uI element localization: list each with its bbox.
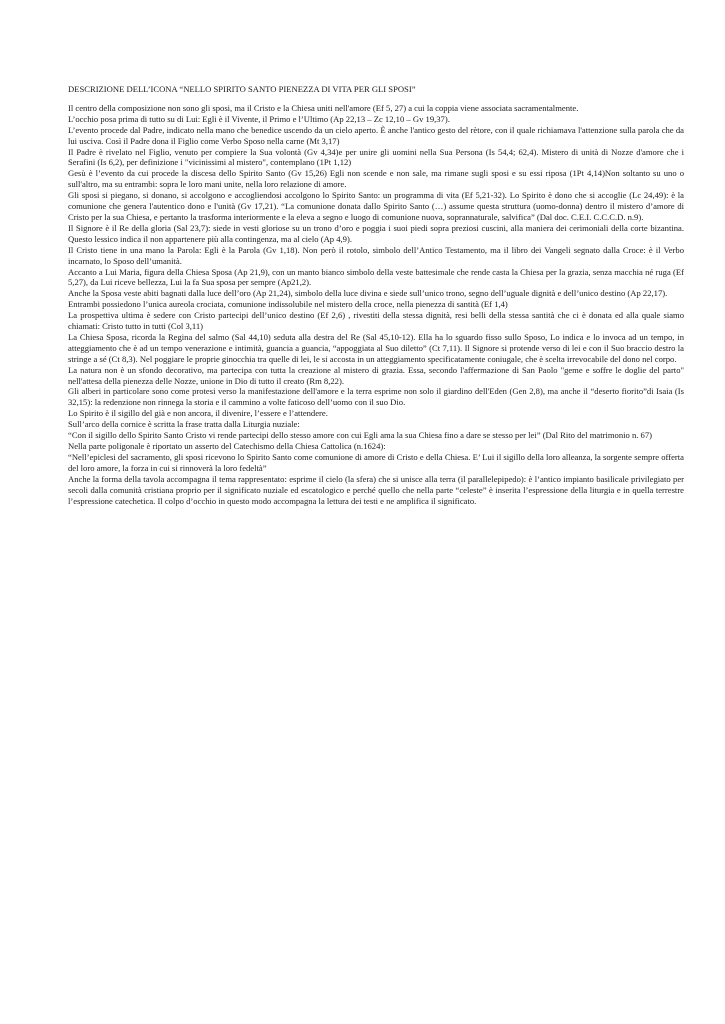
paragraph: Anche la forma della tavola accompagna il tema rappresentato: esprime il cielo (la sfera) che si unisce alla terra (il parallelepipedo): è l’antico impianto basilicale privilegiato per secoli dalla comunità cristiana proprio per il significato nuziale ed escatologico e perché quello che nella parte “celeste” è inserita l’espressione della liturgia e in quella terrestre l’espressione catechetica. Il colpo d’occhio in questo modo accompagna la lettura dei testi e ne amplifica il significato. — [68, 473, 684, 506]
paragraph: Lo Spirito è il sigillo del già e non ancora, il divenire, l’essere e l’attendere. — [68, 408, 328, 419]
paragraph: “Con il sigillo dello Spirito Santo Cristo vi rende partecipi dello stesso amore con cui Egli ama la sua Chiesa fino a dare se stesso per lei” (Dal Rito del matrimonio n. 67) — [68, 430, 653, 441]
paragraph: La Chiesa Sposa, ricorda la Regina del salmo (Sal 44,10) seduta alla destra del Re (Sal 45,10-12). Ella ha lo sguardo fisso sullo Sposo, Lo indica e lo invoca ad un tempo, in atteggiamento che è ad un tempo venerazione e intimità, guancia a guancia, “appoggiata al Suo diletto” (Ct 7,11). Il Signore si protende verso di lei e con il Suo braccio destro la stringe a sé (Ct 8,3). Nel poggiare le proprie ginocchia tra quelle di lei, le si accosta in un atteggiamento specificatamente coniugale, che è scelta irrevocabile del dono nel corpo. — [68, 331, 684, 364]
paragraph: Il Padre è rivelato nel Figlio, venuto per compiere la Sua volontà (Gv 4,34)e per unire gli uomini nella Sua Persona (Is 54,4; 62,4). Mistero di unità di Nozze d'amore che i Serafini (Is 6,2), per definizione i "vicinissimi al mistero", contemplano (1Pt 1,12) — [68, 146, 684, 168]
paragraph: Il centro della composizione non sono gli sposi, ma il Cristo e la Chiesa uniti nell'amore (Ef 5, 27) a cui la coppia viene associata sacramentalmente. — [68, 102, 579, 113]
paragraph: L’evento procede dal Padre, indicato nella mano che benedice uscendo da un cielo aperto. È anche l'antico gesto del rètore, con il quale richiamava l'attenzione sulla parola che da lui usciva. Così il Padre dona il Figlio come Verbo Sposo nella carne (Mt 3,17) — [68, 124, 684, 146]
paragraph: Entrambi possiedono l’unica aureola crociata, comunione indissolubile nel mistero della croce, nella pienezza di santità (Ef 1,4) — [68, 299, 508, 310]
paragraph: Il Cristo tiene in una mano la Parola: Egli è la Parola (Gv 1,18). Non però il rotolo, simbolo dell’Antico Testamento, ma il libro dei Vangeli segnato dalla Croce: è il Verbo incarnato, lo Sposo dell’umanità. — [68, 244, 684, 266]
paragraph: La natura non è un sfondo decorativo, ma partecipa con tutta la creazione al mistero di grazia. Essa, secondo l'affermazione di San Paolo "geme e soffre le doglie del parto" nell'attesa della pienezza delle Nozze, unione in Dio di tutto il creato (Rm 8,22). — [68, 364, 684, 386]
paragraph: La prospettiva ultima è sedere con Cristo partecipi dell’unico destino (Ef 2,6) , rivestiti della stessa dignità, resi belli della stessa santità che ci è donata ed alla quale siamo chiamati: Cristo tutto in tutti (Col 3,11) — [68, 310, 684, 332]
document-title: DESCRIZIONE DELL’ICONA “NELLO SPIRITO SANTO PIENEZZA DI VITA PER GLI SPOSI” — [68, 84, 416, 94]
paragraph: Gli alberi in particolare sono come protesi verso la manifestazione dell'amore e la terra esprime non solo il giardino dell'Eden (Gen 2,8), ma anche il “deserto fiorito”di Isaia (Is 32,15): la redenzione non rinnega la storia e il cammino a volte faticoso dell’uomo con il suo Dio. — [68, 386, 684, 408]
paragraph: Sull’arco della cornice è scritta la frase tratta dalla Liturgia nuziale: — [68, 419, 300, 430]
paragraph: Accanto a Lui Maria, figura della Chiesa Sposa (Ap 21,9), con un manto bianco simbolo della veste battesimale che rende casta la Chiesa per la grazia, senza macchia né ruga (Ef 5,27), da Lui riceve bellezza, Lui la fa Sua sposa per sempre (Ap21,2). — [68, 266, 684, 288]
paragraph: L’occhio posa prima di tutto su di Lui: Egli è il Vivente, il Primo e l’Ultimo (Ap 22,13 – Zc 12,10 – Gv 19,37). — [68, 113, 450, 124]
paragraph: Anche la Sposa veste abiti bagnati dalla luce dell’oro (Ap 21,24), simbolo della luce divina e siede sull’unico trono, segno dell’uguale dignità e dell’unico destino (Ap 22,17). — [68, 288, 668, 299]
paragraph: Gli sposi si piegano, si donano, si accolgono e accogliendosi accolgono lo Spirito Santo: un programma di vita (Ef 5,21-32). Lo Spirito è dono che si accoglie (Lc 24,49): è la comunione che genera l'autentico dono e l'unità (Gv 17,21). “La comunione donata dallo Spirito Santo (…) assume questa struttura (uomo-donna) dentro il mistero d’amore di Cristo per la sua Chiesa, e pertanto la trasforma interiormente e la eleva a segno e luogo di comunione nuova, soprannaturale, salvifica” (Dal doc. C.E.I. C.C.C.D. n.9). — [68, 190, 684, 222]
document-body — [68, 84, 684, 506]
paragraph: Il Signore è il Re della gloria (Sal 23,7): siede in vesti gloriose su un trono d’oro e poggia i suoi piedi sopra preziosi cuscini, alla maniera dei cerimoniali della corte bizantina. Questo lessico indica il non appartenere più alla contingenza, ma al cielo (Ap 4,9). — [68, 222, 684, 244]
paragraph: Gesù è l’evento da cui procede la discesa dello Spirito Santo (Gv 15,26) Egli non scende e non sale, ma rimane sugli sposi e su essi riposa (1Pt 4,14)Non soltanto su uno o sull'altro, ma su entrambi: sopra le loro mani unite, nella loro relazione di amore. — [68, 168, 684, 190]
paragraph: Nella parte poligonale è riportato un asserto del Catechismo della Chiesa Cattolica (n.1624): — [68, 441, 386, 451]
paragraph: “Nell’epiclesi del sacramento, gli sposi ricevono lo Spirito Santo come comunione di amore di Cristo e della Chiesa. E’ Lui il sigillo della loro alleanza, la sorgente sempre offerta del loro amore, la forza in cui si rinnoverà la loro fedeltà” — [68, 451, 684, 473]
